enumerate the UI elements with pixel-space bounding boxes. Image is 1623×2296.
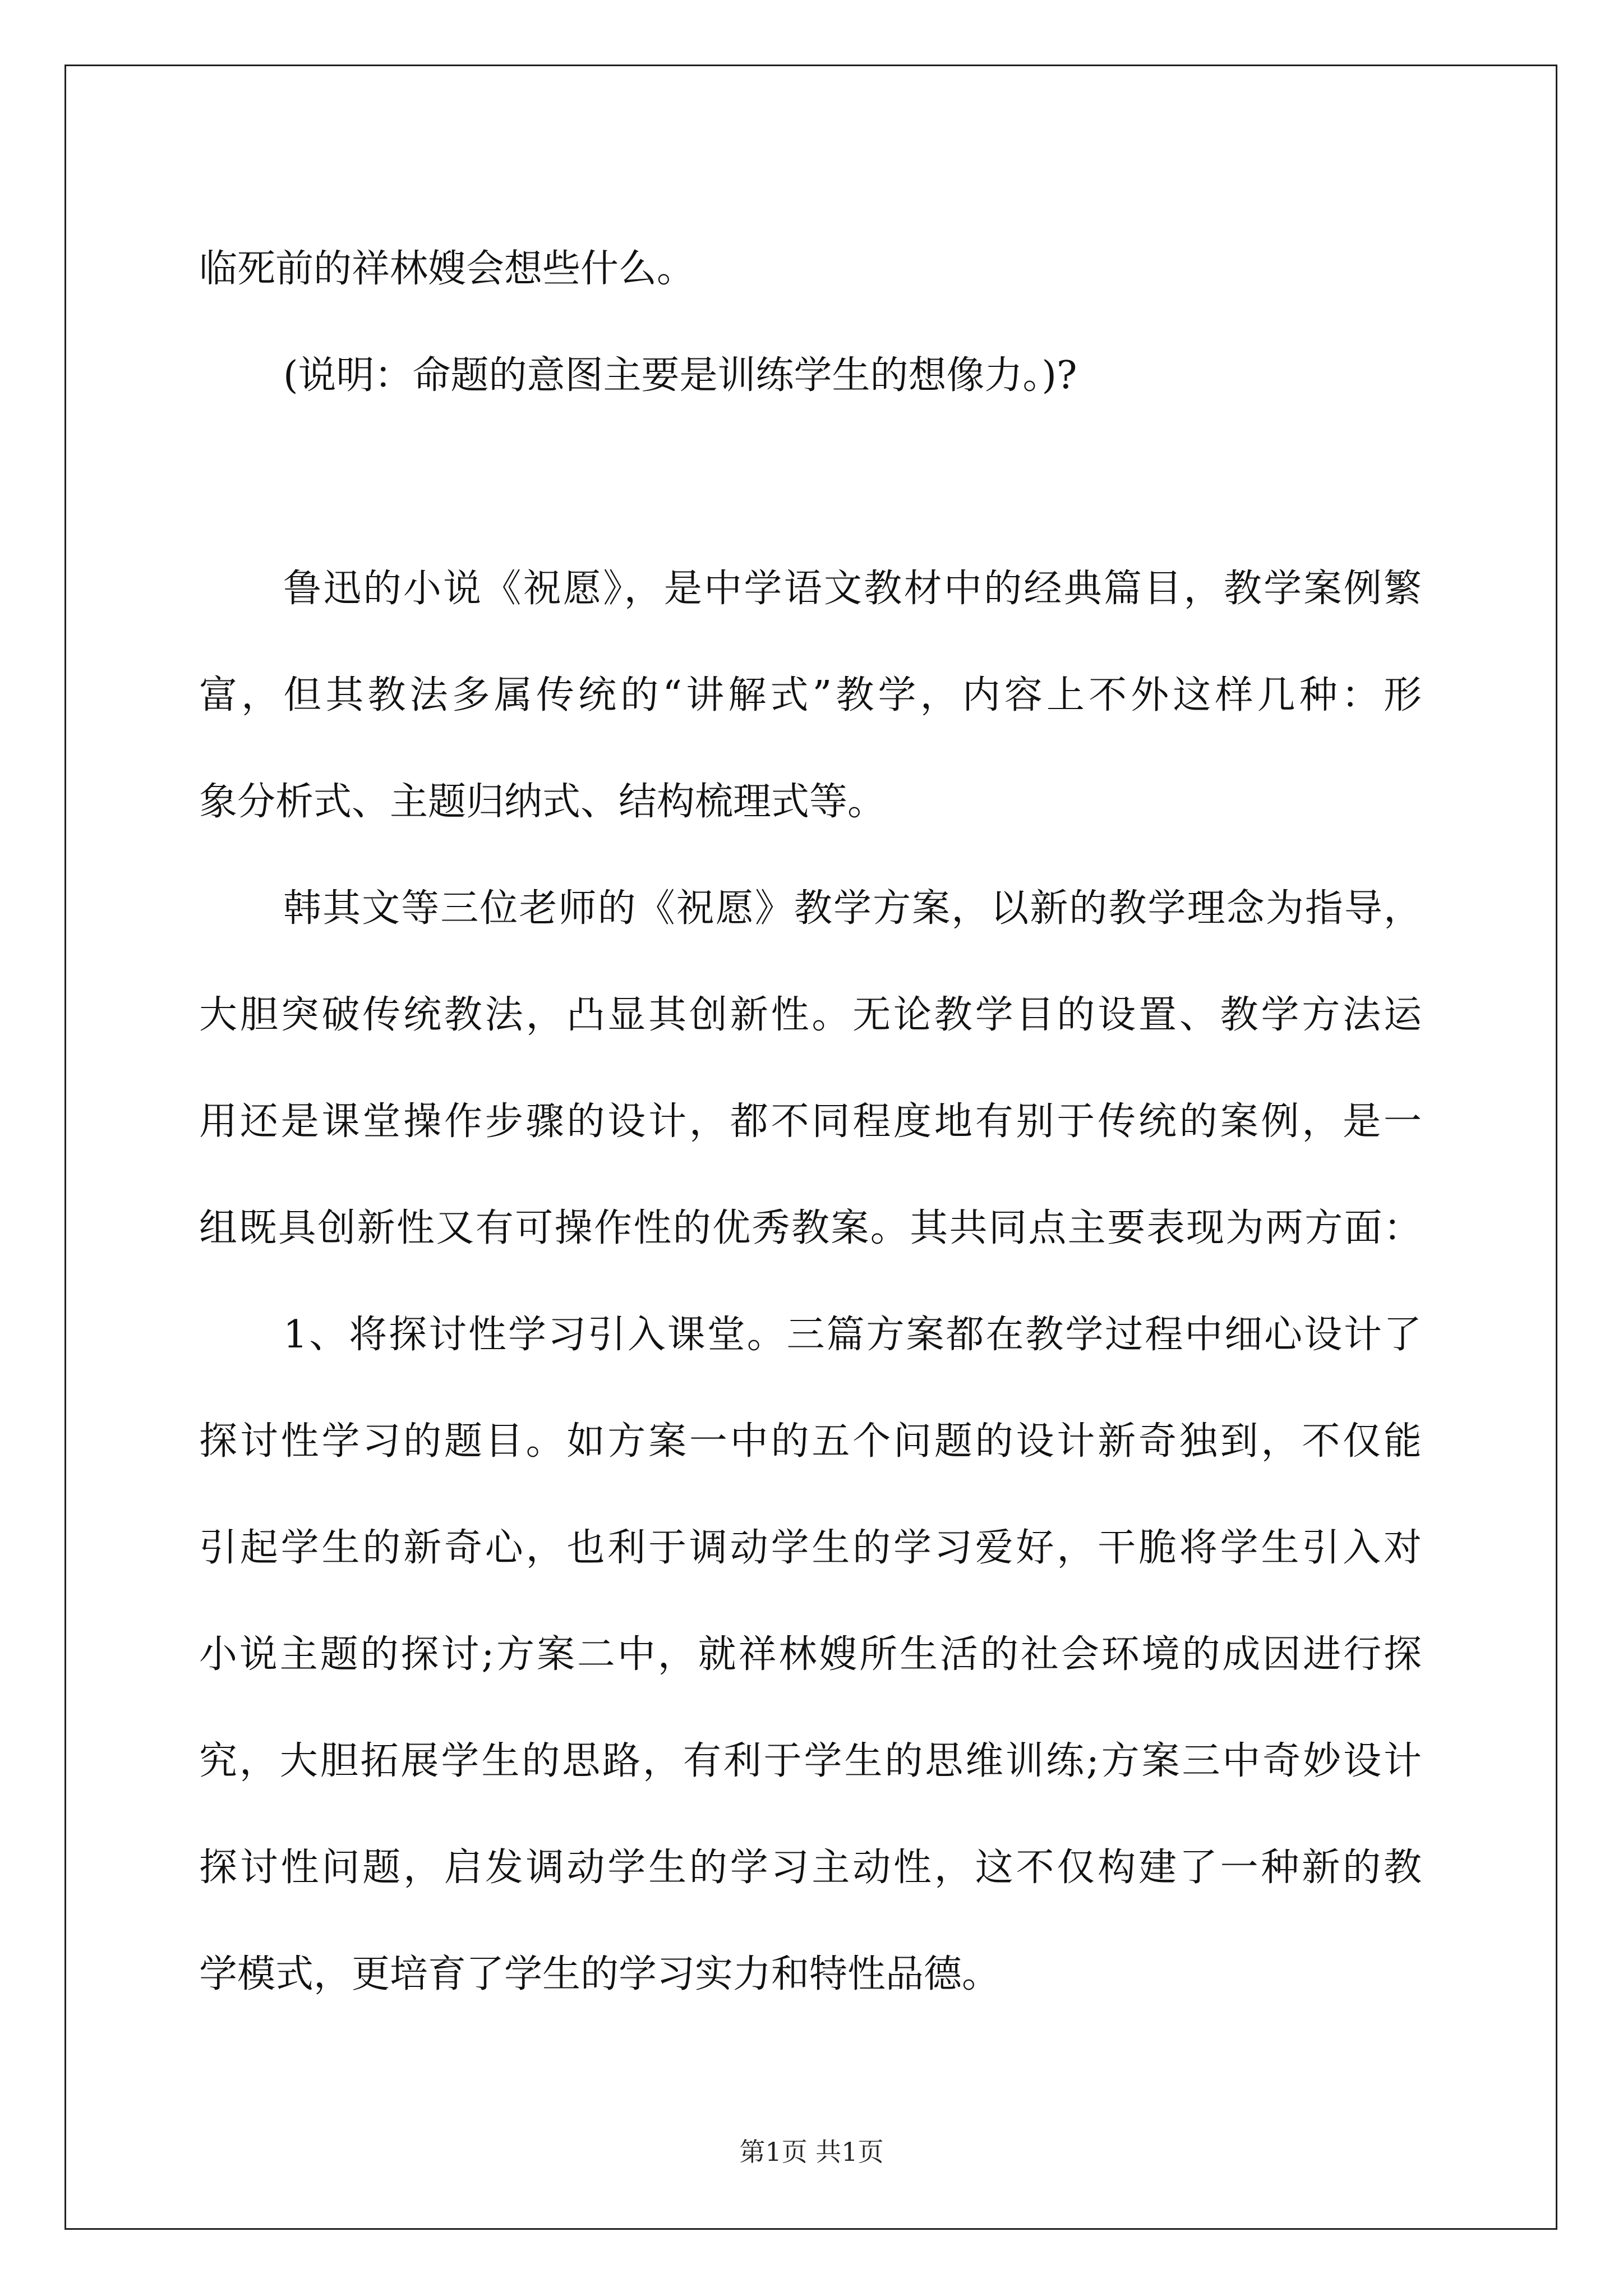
- text-line: 大胆突破传统教法，凸显其创新性。无论教学目的设置、教学方法运: [199, 993, 1422, 1037]
- text-line: 韩其文等三位老师的《祝愿》教学方案，以新的教学理念为指导，: [283, 886, 1422, 931]
- text-line: 引起学生的新奇心，也利于调动学生的学习爱好，干脆将学生引入对: [199, 1526, 1422, 1570]
- text-line: 组既具创新性又有可操作性的优秀教案。其共同点主要表现为两方面：: [199, 1206, 1422, 1250]
- text-line: 小说主题的探讨;方案二中，就祥林嫂所生活的社会环境的成因进行探: [199, 1632, 1422, 1677]
- text-line: 探讨性学习的题目。如方案一中的五个问题的设计新奇独到，不仅能: [199, 1419, 1422, 1464]
- text-line: 象分析式、主题归纳式、结构梳理式等。: [199, 780, 886, 824]
- text-line: 鲁迅的小说《祝愿》，是中学语文教材中的经典篇目，教学案例繁: [283, 567, 1422, 611]
- blank-line: [199, 429, 1422, 536]
- text-line: 1、将探讨性学习引入课堂。三篇方案都在教学过程中细心设计了: [283, 1313, 1422, 1357]
- document-body: [199, 216, 1422, 2028]
- text-line: 富，但其教法多属传统的“讲解式”教学，内容上不外这样几种：形: [199, 673, 1422, 717]
- text-line: (说明：命题的意图主要是训练学生的想像力。)?: [283, 353, 1077, 398]
- text-line: 临死前的祥林嫂会想些什么。: [199, 247, 695, 291]
- text-line: 用还是课堂操作步骤的设计，都不同程度地有别于传统的案例，是一: [199, 1099, 1422, 1144]
- page-footer: 第1页 共1页: [739, 2137, 884, 2167]
- text-line: 究，大胆拓展学生的思路，有利于学生的思维训练;方案三中奇妙设计: [199, 1739, 1422, 1783]
- text-line: 学模式，更培育了学生的学习实力和特性品德。: [199, 1952, 1000, 1996]
- text-line: 探讨性问题，启发调动学生的学习主动性，这不仅构建了一种新的教: [199, 1846, 1422, 1890]
